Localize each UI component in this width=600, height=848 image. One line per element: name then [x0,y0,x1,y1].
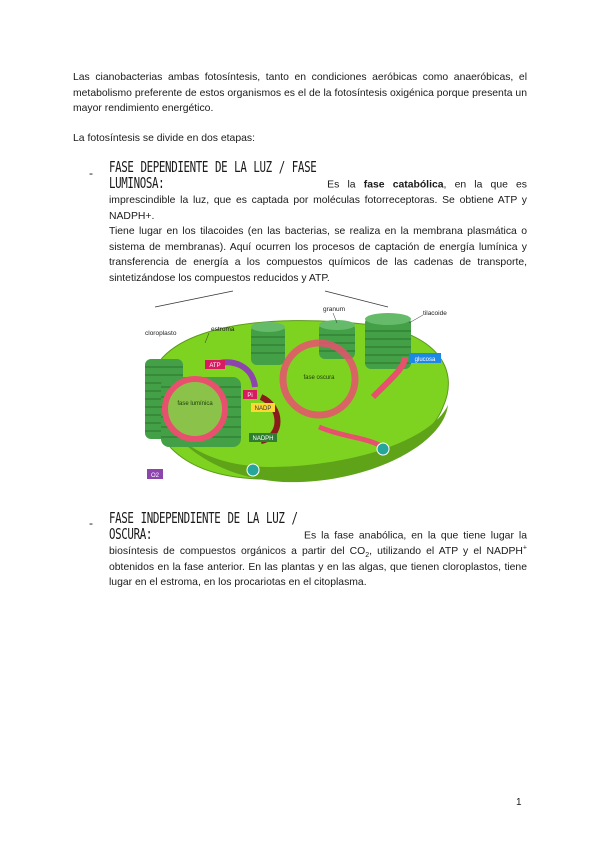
page-number: 1 [516,797,522,808]
fase-oscura-paragraph [109,511,527,591]
fase-oscura-text-b: , utilizando el ATP y el NADPH [369,546,523,557]
granum-label: granum [323,306,346,313]
fase-oscura-text-c: obtenidos en la fase anterior. En las plantas y en las algas, que tienen cloroplastos, tiene lugar en el estroma, en los procariotas en el citoplasma. [109,561,527,588]
intro-paragraph: Las cianobacterias ambas fotosíntesis, tanto en condiciones aeróbicas como anaeróbicas, el metabolismo preferente de estos organismos es el de la fotosíntesis oxigénica porque presenta un mayor rendimiento energético. [73,72,527,114]
pi-tag-label: Pi [247,393,253,399]
atp-tag-label: ATP [209,363,221,369]
fase-luminica-circle [165,379,225,439]
granum-top-1 [251,322,285,365]
granum-top-2 [319,320,355,359]
chloroplast-diagram [143,287,459,486]
nadph-tag-label: NADPH [252,436,274,442]
o2-tag-label: O2 [150,473,160,479]
molecule-right [377,443,389,455]
co2-subscript: 2 [365,552,370,560]
bullet-marker-1: - [89,166,93,180]
fase-luminosa-first-line [109,160,527,224]
fase-oscura-heading: FASE INDEPENDIENTE DE LA LUZ / OSCURA: [109,509,298,543]
nadph-superscript: + [522,544,527,552]
fase-luminosa-text-b: , en la que es imprescindible la luz, que es captada por moléculas fotorreceptoras. Se obtiene ATP y NADPH+. [109,179,528,222]
fase-luminosa-text-a: Es la [327,179,356,191]
tilacoide-label: tilacoide [423,310,447,317]
fase-luminosa-paragraph-2: Tiene lugar en los tilacoides (en las bacterias, se realiza en la membrana plasmática o sistema de membranas). Aquí ocurren los procesos de captación de energía lumínica y transferencia de energía a los compuestos químicos de las cadenas de transporte, sintetizándose los compuestos reducidos y ATP. [109,226,527,284]
molecule-bottom [247,464,259,476]
glucosa-tag-label: glucosa [414,357,436,363]
cloroplasto-label: cloroplasto [145,330,177,337]
nadp-tag-label: NADP [254,406,272,412]
bullet-marker-2: - [89,516,93,530]
fase-luminosa-bold: fase catabólica [363,179,444,191]
fase-oscura-section [109,511,527,591]
fase-oscura-text-a: Es la fase anabólica, en la que tiene lugar la biosíntesis de compuestos orgánicos a partir del CO [109,530,527,557]
chloroplast-figure [143,287,459,486]
fase-luminica-label: fase lumínica [177,401,213,407]
estroma-label: estroma [211,326,235,333]
fase-oscura-label: fase oscura [303,375,335,381]
fase-luminosa-heading: FASE DEPENDIENTE DE LA LUZ / FASE LUMINOSA: [109,158,317,192]
fase-luminosa-section [109,160,527,286]
etapas-paragraph: La fotosíntesis se divide en dos etapas: [73,133,255,144]
